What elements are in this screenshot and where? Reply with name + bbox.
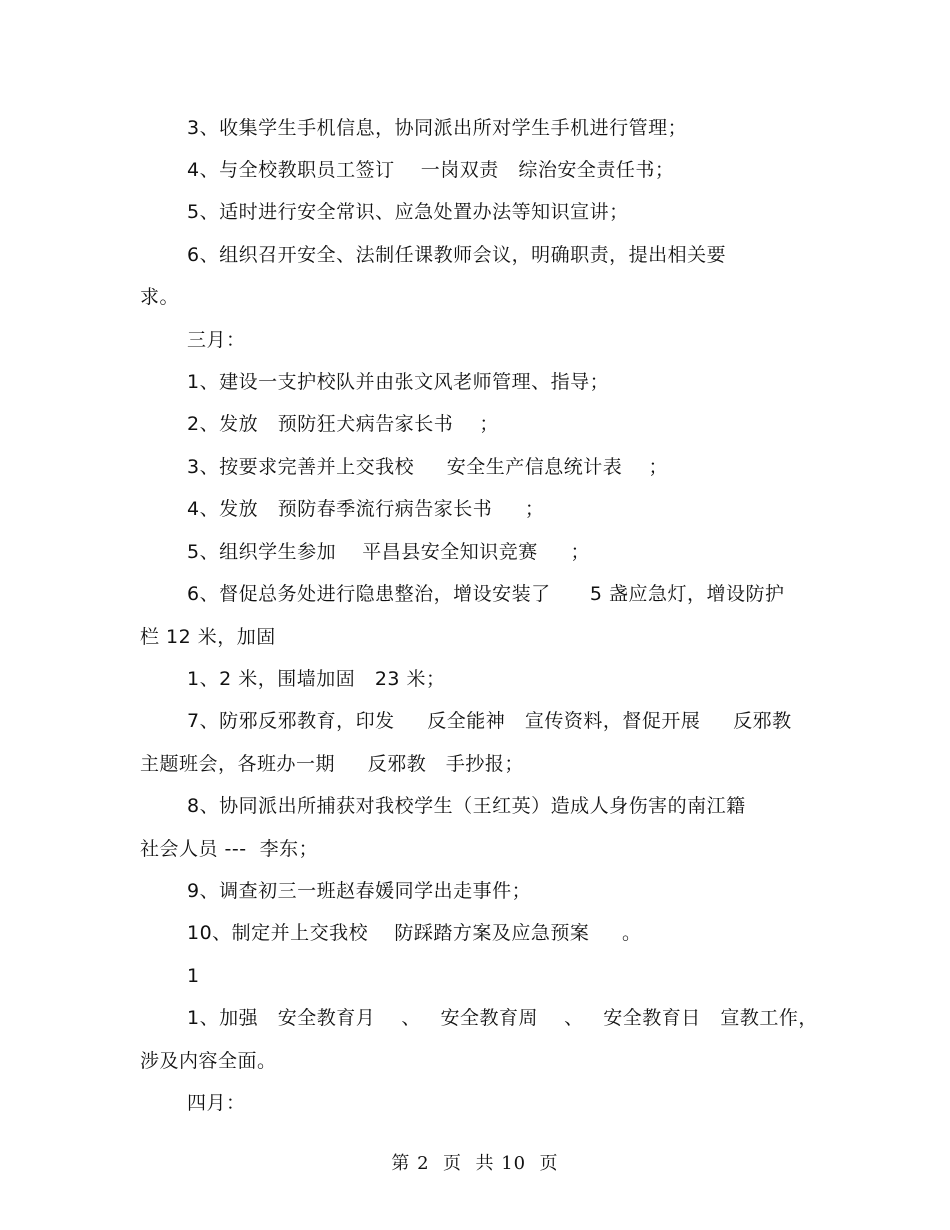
text-line: 6、组织召开安全、法制任课教师会议，明确职责，提出相关要: [187, 244, 727, 266]
text-line: 9、调查初三一班赵春媛同学出走事件；: [187, 880, 532, 902]
text-line: 主题班会，各班办一期 反邪教 手抄报；: [140, 753, 524, 775]
text-line: 8、协同派出所捕获对我校学生（王红英）造成人身伤害的南江籍: [187, 795, 746, 817]
text-line: 1、2 米，围墙加固 23 米；: [187, 668, 446, 690]
text-line: 5、组织学生参加 平昌县安全知识竞赛 ；: [187, 541, 590, 563]
text-line: 2、发放 预防狂犬病告家长书 ；: [187, 413, 499, 435]
text-line: 涉及内容全面。: [140, 1050, 277, 1072]
text-line: 6、督促总务处进行隐患整治，增设安装了 5 盏应急灯，增设防护: [187, 583, 785, 605]
section-heading: 三月：: [187, 329, 246, 351]
text-line: 3、收集学生手机信息，协同派出所对学生手机进行管理；: [187, 117, 688, 139]
text-line: 求。: [140, 286, 180, 308]
text-line: 社会人员 --- 李东；: [140, 838, 319, 860]
text-line: 4、发放 预防春季流行病告家长书 ；: [187, 498, 545, 520]
text-line: 3、按要求完善并上交我校 安全生产信息统计表 ；: [187, 456, 668, 478]
page-footer: 第 2 页 共 10 页: [391, 1153, 559, 1174]
text-line: 5、适时进行安全常识、应急处置办法等知识宣讲；: [187, 201, 629, 223]
text-line: 1: [187, 965, 200, 987]
section-heading: 四月：: [187, 1092, 246, 1114]
text-line: 7、防邪反邪教育，印发 反全能神 宣传资料，督促开展 反邪教: [187, 710, 792, 732]
text-line: 4、与全校教职员工签订 一岗双责 综治安全责任书；: [187, 159, 675, 181]
text-line: 栏 12 米，加固: [140, 626, 276, 648]
text-line: 10、制定并上交我校 防踩踏方案及应急预案 。: [187, 922, 642, 944]
text-line: 1、加强 安全教育月 、 安全教育周 、 安全教育日 宣教工作，: [187, 1007, 818, 1029]
text-line: 1、建设一支护校队并由张文风老师管理、指导；: [187, 371, 610, 393]
